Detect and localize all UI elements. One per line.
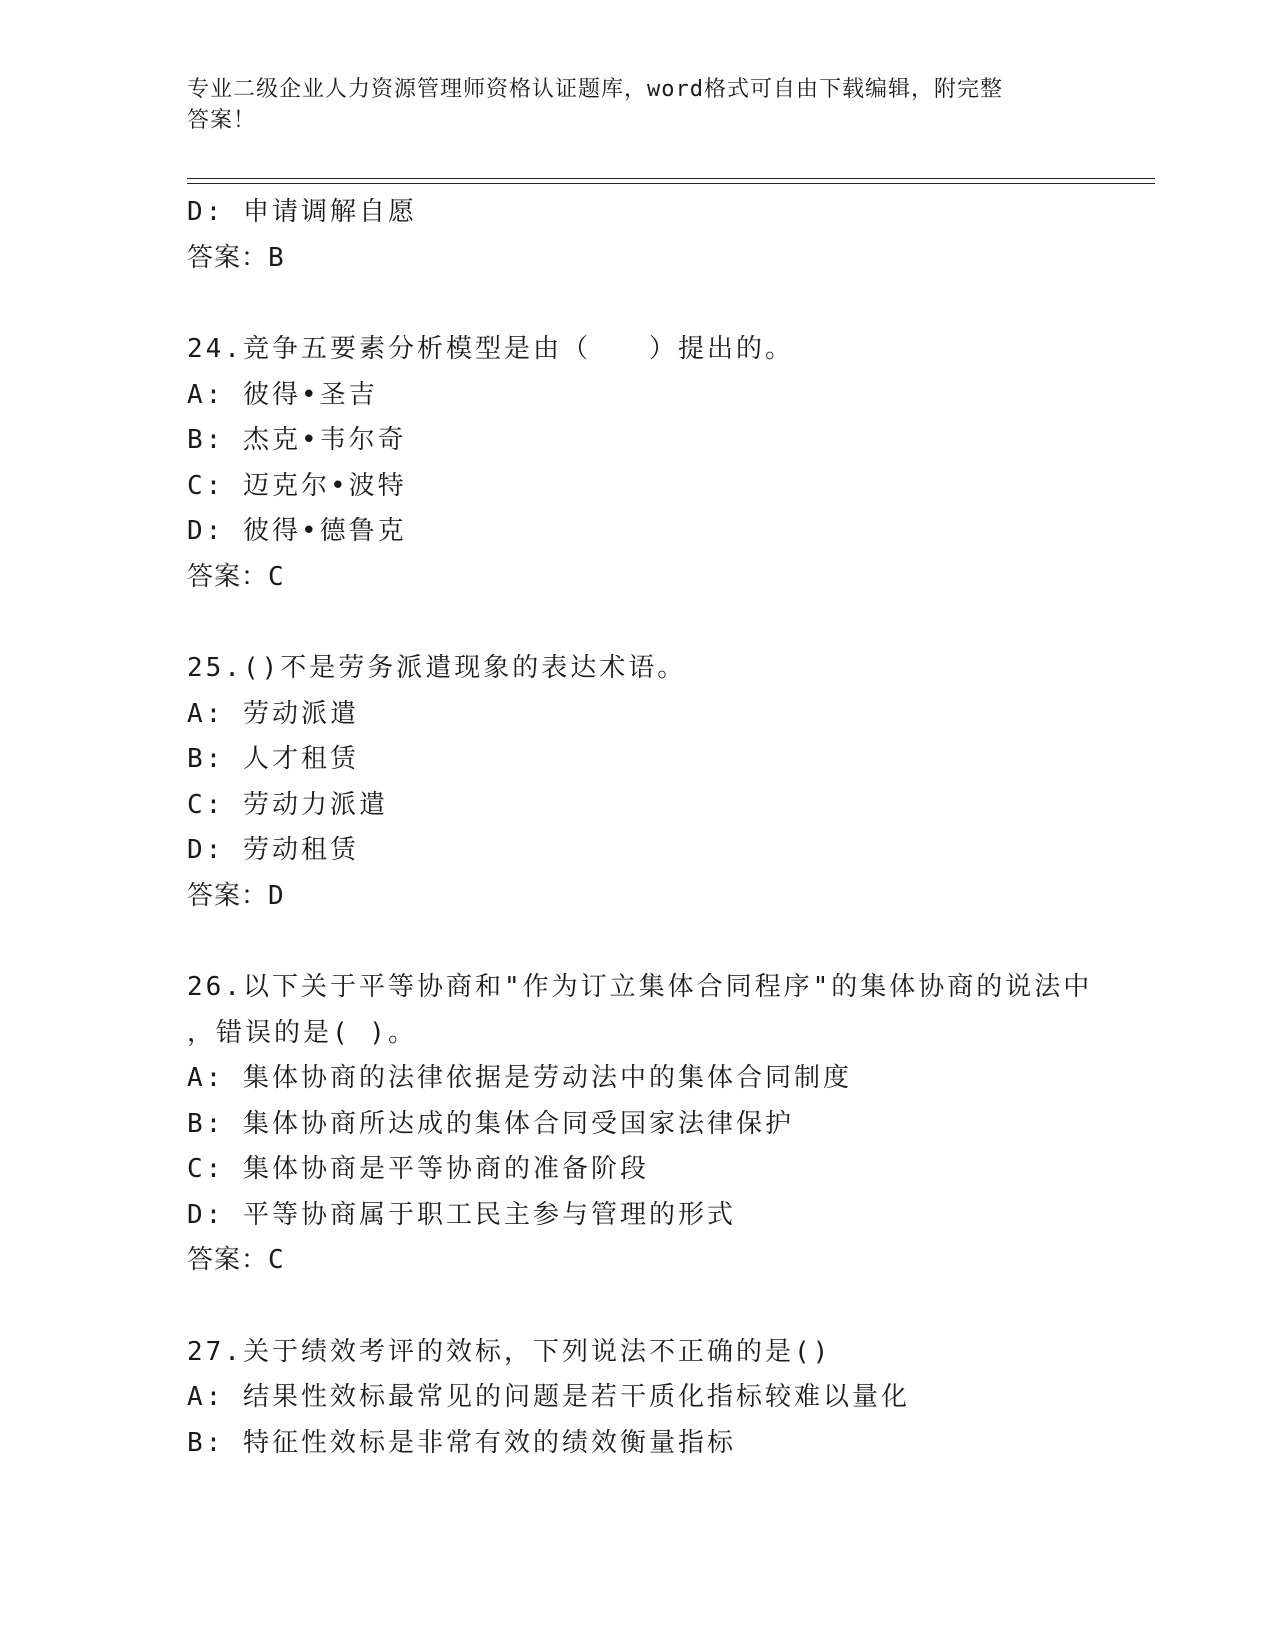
question-24-option-c: C: 迈克尔•波特 [187, 470, 407, 501]
question-26-option-a: A: 集体协商的法律依据是劳动法中的集体合同制度 [187, 1063, 852, 1093]
question-26-stem-line-1: 26.以下关于平等协商和"作为订立集体合同程序"的集体协商的说法中 [187, 972, 1093, 1002]
question-27-option-b: B: 特征性效标是非常有效的绩效衡量指标 [187, 1427, 736, 1458]
question-24-answer: 答案：C [187, 561, 285, 592]
header-rule-top [187, 178, 1155, 179]
prev-answer: 答案：B [187, 242, 285, 273]
document-header [187, 74, 1067, 136]
prev-option-d: D: 申请调解自愿 [187, 197, 417, 227]
question-25-answer: 答案：D [187, 880, 285, 911]
question-27-stem: 27.关于绩效考评的效标，下列说法不正确的是() [187, 1336, 832, 1367]
question-25-stem: 25.()不是劳务派遣现象的表达术语。 [187, 653, 687, 683]
question-24-stem: 24.竞争五要素分析模型是由（ ）提出的。 [187, 334, 794, 364]
header-line-2: 答案！ [187, 108, 257, 133]
question-26-answer: 答案：C [187, 1245, 285, 1275]
question-26-option-b: B: 集体协商所达成的集体合同受国家法律保护 [187, 1108, 794, 1139]
question-24-option-b: B: 杰克•韦尔奇 [187, 425, 407, 455]
question-25-option-c: C: 劳动力派遣 [187, 789, 388, 820]
question-26-option-c: C: 集体协商是平等协商的准备阶段 [187, 1154, 649, 1184]
question-list [187, 190, 1093, 1466]
header-line-1: 专业二级企业人力资源管理师资格认证题库，word格式可自由下载编辑，附完整 [187, 77, 1003, 102]
question-26-option-d: D: 平等协商属于职工民主参与管理的形式 [187, 1199, 736, 1230]
question-25-option-d: D: 劳动租赁 [187, 835, 359, 865]
question-25-option-b: B: 人才租赁 [187, 744, 359, 774]
header-rule-bottom [187, 183, 1155, 184]
question-24-option-d: D: 彼得•德鲁克 [187, 516, 407, 546]
question-24-option-a: A: 彼得•圣吉 [187, 379, 378, 410]
question-27-option-a: A: 结果性效标最常见的问题是若干质化指标较难以量化 [187, 1382, 910, 1412]
question-26-stem-line-2: ，错误的是( )。 [187, 1017, 417, 1048]
question-25-option-a: A: 劳动派遣 [187, 698, 359, 729]
